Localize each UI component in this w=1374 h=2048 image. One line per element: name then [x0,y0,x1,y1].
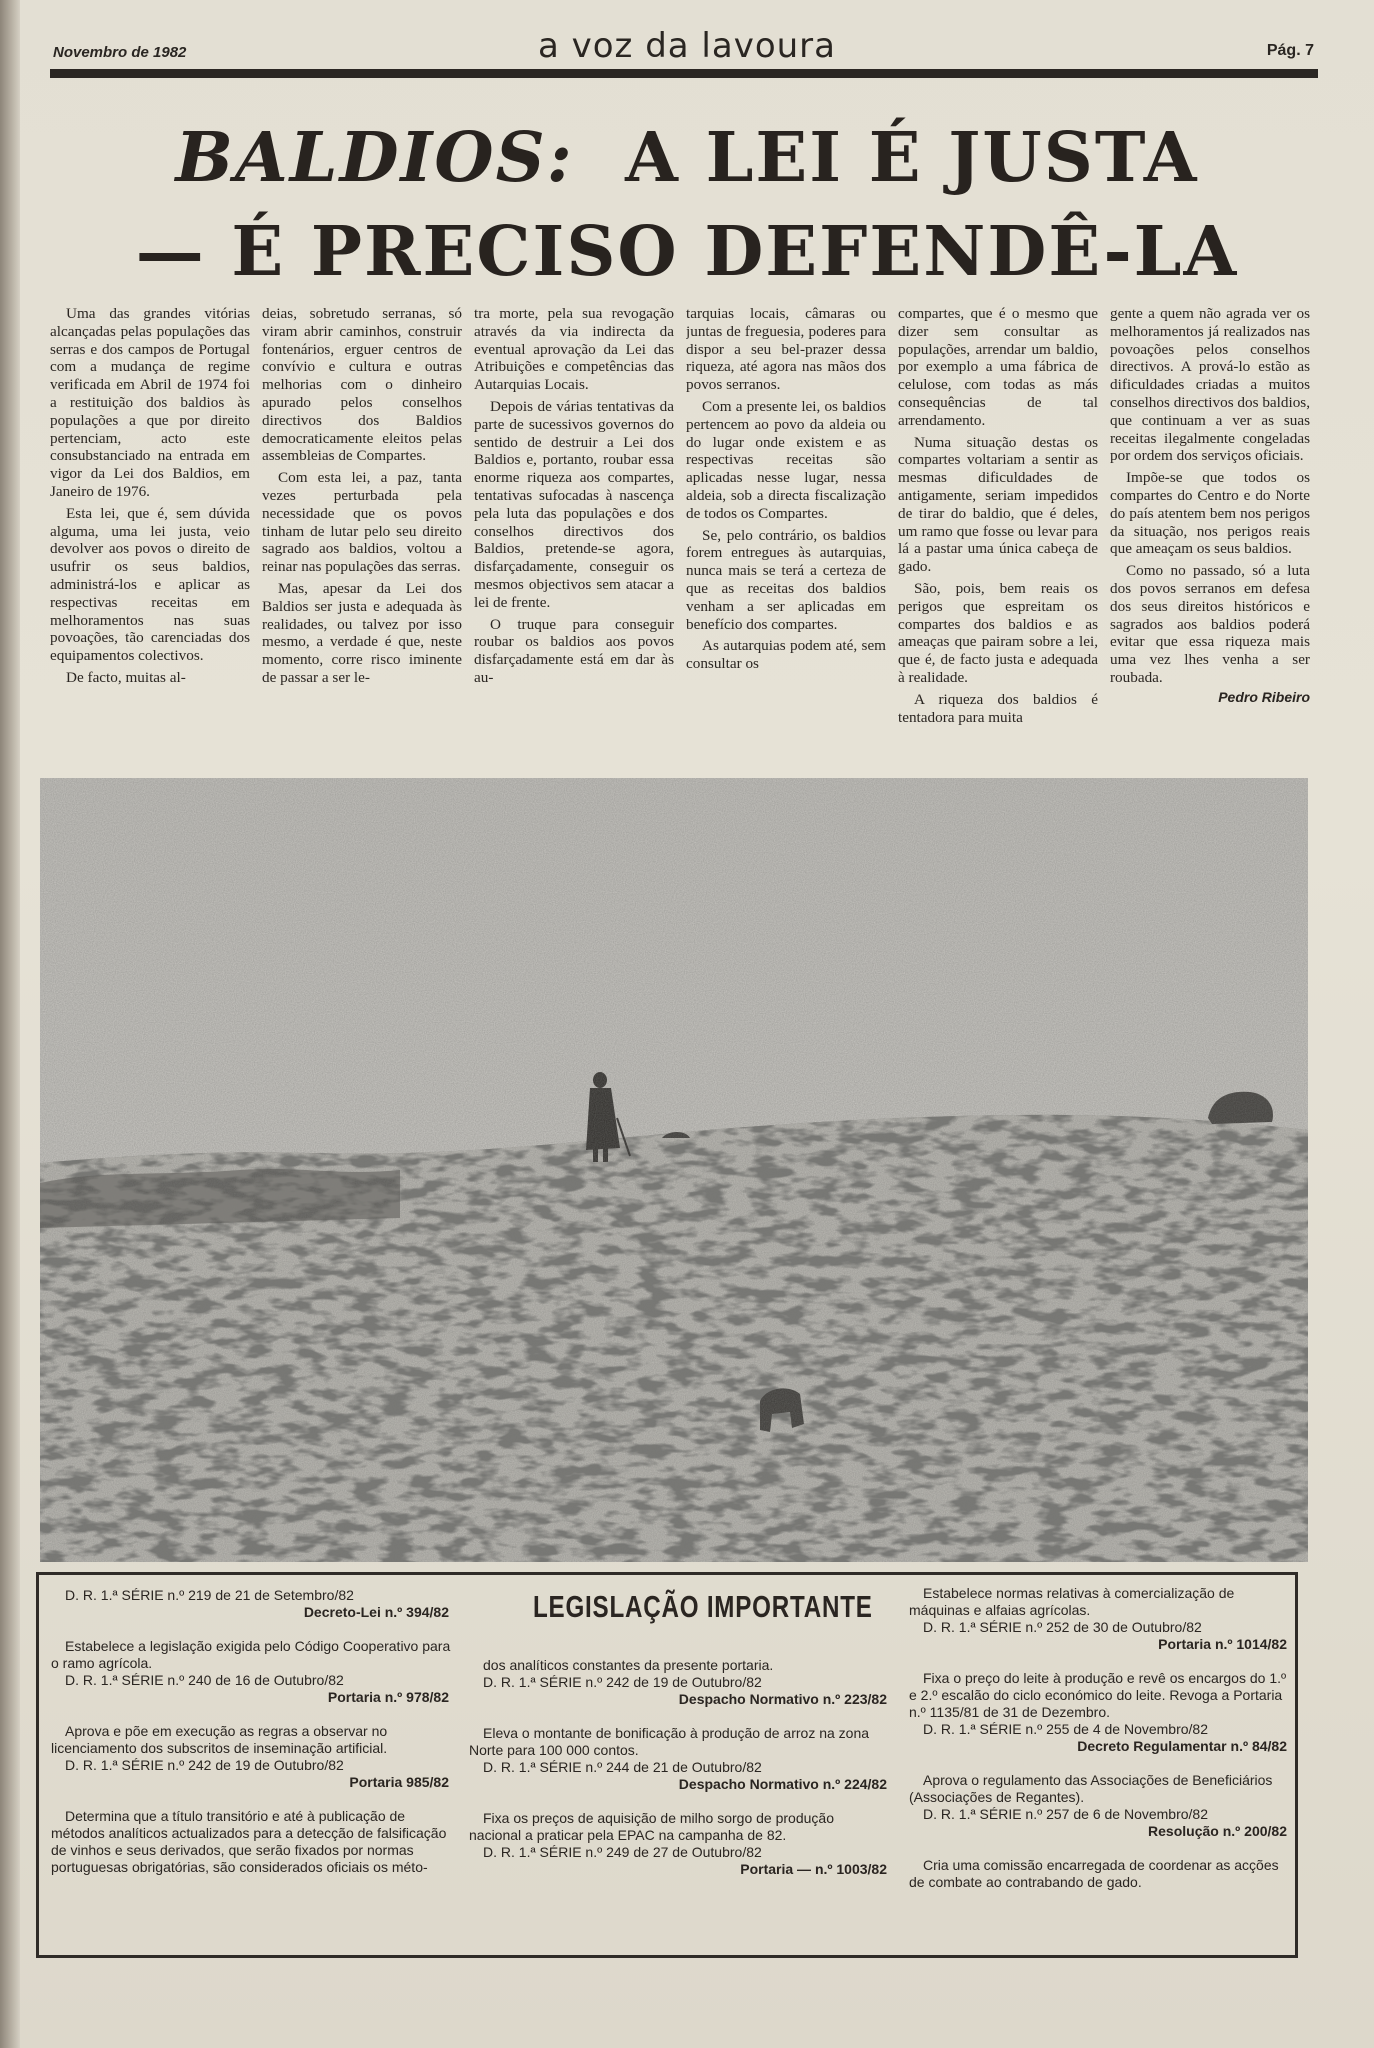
act-number: Portaria 985/82 [349,1774,449,1790]
article-paragraph: De facto, muitas al- [66,668,186,686]
act-number: Portaria n.º 978/82 [327,1689,449,1705]
article-paragraph: Impõe-se que todos os compartes do Centro e do Norte do país atentem bem nos perigos da situação, nos perigos reais que ameaçam os seus baldios. [1110,469,1310,558]
article-paragraph: tarquias locais, câmaras ou juntas de freguesia, poderes para dispor a seu bel-prazer dessa riqueza, até agora nas mãos dos povos serranos. [686,305,886,394]
article-paragraph: gente a quem não agrada ver os melhoramentos já realizados nas povoações pelos conselhos directivos. A prová-lo estão as dificuldades criadas a muitos conselhos directivos dos baldios, que continuam a ver as suas receitas ilegalmente congeladas por ordem dos serviços oficiais. [1110,305,1310,465]
article-paragraph: deias, sobretudo serranas, só viram abrir caminhos, construir fontenários, erguer centros de convívio e cultura e outras melhorias com o dinheiro apurado pelos conselhos directivos dos Baldios democraticamente eleitos pelas assembleias de Compartes. [262,305,462,465]
article-paragraph: compartes, que é o mesmo que dizer sem consultar as populações, arrendar um baldio, por exemplo a uma fábrica de celulose, com todas as más consequências de tal arrendamento. [898,305,1098,429]
article-column [262,305,462,777]
legislation-description: Eleva o montante de bonificação à produção de arroz na zona Norte para 100 000 contos. [469,1725,870,1758]
masthead: a voz da lavoura [537,26,836,66]
act-number: Decreto-Lei n.º 394/82 [303,1604,449,1620]
legislation-entry [469,1725,889,1793]
article-column [50,305,250,777]
gazette-reference: D. R. 1.ª SÉRIE n.º 242 de 19 de Outubro/82 [483,1674,762,1690]
legislation-description: Fixa o preço do leite à produção e revê os encargos do 1.º e 2.º escalão do ciclo económico do leite. Revoga a Portaria n.º 1135/81 de 31 de Dezembro. [909,1670,1287,1720]
article-paragraph: São, pois, bem reais os perigos que espreitam os compartes dos baldios e as ameaças que pairam sobre a lei, que é, de facto justa e adequada à realidade. [898,579,1098,686]
legislation-entry [51,1587,451,1621]
article-paragraph: Uma das grandes vitórias alcançadas pelas populações das serras e dos campos de Portugal com a mudança de regime verificada em Abril de 1974 foi a restituição dos baldios às populações a que por direito pertenciam, acto este consubstanciado na entrada em vigor da Lei dos Baldios, em Janeiro de 1976. [50,305,250,500]
headline-keyword: BALDIOS: [175,118,574,198]
legislation-column [909,1585,1289,1908]
legislation-entry [51,1638,451,1706]
legislation-entry [51,1808,451,1876]
article-paragraph: Numa situação destas os compartes voltariam a sentir as mesmas dificuldades de antigamente, seriam impedidos de tirar do baldio, que é deles, um ramo que fosse ou levar para lá a pastar uma única cabeça de gado. [898,433,1098,576]
gazette-reference: D. R. 1.ª SÉRIE n.º 240 de 16 de Outubro/82 [65,1672,344,1688]
legislation-description: Cria uma comissão encarregada de coordenar as acções de combate ao contrabando de gado. [909,1857,1279,1890]
gazette-reference: D. R. 1.ª SÉRIE n.º 249 de 27 de Outubro/82 [483,1844,762,1860]
legislation-entry [909,1585,1289,1653]
article-paragraph: Depois de várias tentativas da parte de sucessivos governos do sentido de destruir a Lei dos Baldios e, portanto, roubar essa enorme riqueza aos compartes, tentativas sufocadas à nascença pela luta das populações e dos conselhos directivos dos Baldios, pretende-se agora, disfarçadamente, conseguir os mesmos objectivos sem atacar a lei de frente. [474,397,674,611]
legislation-box [36,1572,1298,1958]
gazette-reference: D. R. 1.ª SÉRIE n.º 244 de 21 de Outubro/82 [483,1759,762,1775]
legislation-description: Aprova o regulamento das Associações de Beneficiários (Associações de Regantes). [909,1772,1273,1805]
binding-edge [0,0,20,2048]
legislation-description: dos analíticos constantes da presente portaria. [483,1657,774,1673]
photo-grain [40,778,1308,1562]
article-paragraph: Com a presente lei, os baldios pertencem ao povo da aldeia ou do lugar onde existem e as respectivas receitas são aplicadas nesse lugar, nessa aldeia, sob a directa fiscalização de todos os Compartes. [686,397,886,522]
article-paragraph: As autarquias podem até, sem consultar os [686,637,886,673]
legislation-description: Fixa os preços de aquisição de milho sorgo de produção nacional a praticar pela EPAC na campanha de 82. [469,1810,834,1843]
article-column [898,305,1098,777]
gazette-reference: D. R. 1.ª SÉRIE n.º 219 de 21 de Setembro/82 [65,1587,354,1603]
gazette-reference: D. R. 1.ª SÉRIE n.º 257 de 6 de Novembro/82 [923,1806,1208,1822]
article-column [686,305,886,777]
issue-date: Novembro de 1982 [53,44,187,61]
article-paragraph: Com esta lei, a paz, tanta vezes perturbada pela necessidade que os povos tinham de lutar pelo seu direito sagrado aos baldios, voltou a reinar nas populações das serras. [262,469,462,576]
headline-line-1 [0,118,1374,198]
article-paragraph: A riqueza dos baldios é tentadora para muita [898,690,1098,726]
act-number: Despacho Normativo n.º 224/82 [678,1776,887,1792]
legislation-description: Determina que a título transitório e até à publicação de métodos analíticos actualizados para a detecção de falsificação de vinhos e seus derivados, que serão fixados por normas portuguesas obrigatórias, são considerados oficiais os méto- [51,1808,447,1875]
author-byline: Pedro Ribeiro [1218,688,1310,705]
legislation-entry [909,1772,1289,1840]
header-rule [50,69,1318,78]
headline-line-2: — É PRECISO DEFENDÊ-LA [135,212,1239,292]
act-number: Decreto Regulamentar n.º 84/82 [1077,1738,1287,1754]
article-column [1110,305,1310,777]
article-paragraph: O truque para conseguir roubar os baldios aos povos disfarçadamente está em dar às au- [474,615,674,686]
gazette-reference: D. R. 1.ª SÉRIE n.º 252 de 30 de Outubro/82 [923,1619,1202,1635]
article-paragraph: Se, pelo contrário, os baldios forem entregues às autarquias, nunca mais se terá a certeza de que as receitas dos baldios venham a ser aplicadas em benefício dos compartes. [686,526,886,633]
headline-statement: A LEI É JUSTA [625,118,1199,198]
article-paragraph: Esta lei, que é, sem dúvida alguma, uma lei justa, veio devolver aos povos o direito de usufrir os seus baldios, administrá-los e aplicar as respectivas receitas em melhoramentos nas suas povoações, tão carenciadas dos equipamentos colectivos. [50,504,250,665]
legislation-description: Estabelece a legislação exigida pelo Código Cooperativo para o ramo agrícola. [51,1638,451,1671]
legislation-description: Aprova e põe em execução as regras a observar no licenciamento dos subscritos de inseminação artificial. [51,1723,388,1756]
legislation-title: LEGISLAÇÃO IMPORTANTE [533,1589,873,1624]
act-number: Portaria n.º 1014/82 [1158,1636,1287,1652]
article-paragraph: Mas, apesar da Lei dos Baldios ser justa e adequada às realidades, ou talvez por isso mesmo, a verdade é que, neste momento, corre risco iminente de passar a ser le- [262,579,462,686]
legislation-entry [469,1657,889,1708]
legislation-description: Estabelece normas relativas à comercialização de máquinas e alfaias agrícolas. [909,1585,1235,1618]
legislation-entry [909,1857,1289,1891]
gazette-reference: D. R. 1.ª SÉRIE n.º 255 de 4 de Novembro/82 [923,1721,1208,1737]
article-paragraph: Como no passado, só a luta dos povos serranos em defesa dos seus direitos históricos e sagrados aos baldios poderá evitar que essa riqueza mais uma vez lhes venha a ser roubada. [1110,562,1310,686]
landscape-photo-graphic [40,778,1308,1562]
act-number: Despacho Normativo n.º 223/82 [678,1691,887,1707]
legislation-column [51,1587,451,1893]
legislation-entry [469,1810,889,1878]
legislation-entry [909,1670,1289,1755]
act-number: Portaria — n.º 1003/82 [740,1861,887,1877]
legislation-column [469,1657,889,1895]
gazette-reference: D. R. 1.ª SÉRIE n.º 242 de 19 de Outubro/82 [65,1757,344,1773]
article-body [50,305,1312,777]
landscape-photo [40,778,1308,1562]
act-number: Resolução n.º 200/82 [1148,1823,1287,1839]
article-column [474,305,674,777]
page-number: Pág. 7 [1266,42,1314,59]
legislation-entry [51,1723,451,1791]
article-paragraph: tra morte, pela sua revogação através da via indirecta da eventual aprovação da Lei das Atribuições e competências das Autarquias Locais. [474,305,674,394]
